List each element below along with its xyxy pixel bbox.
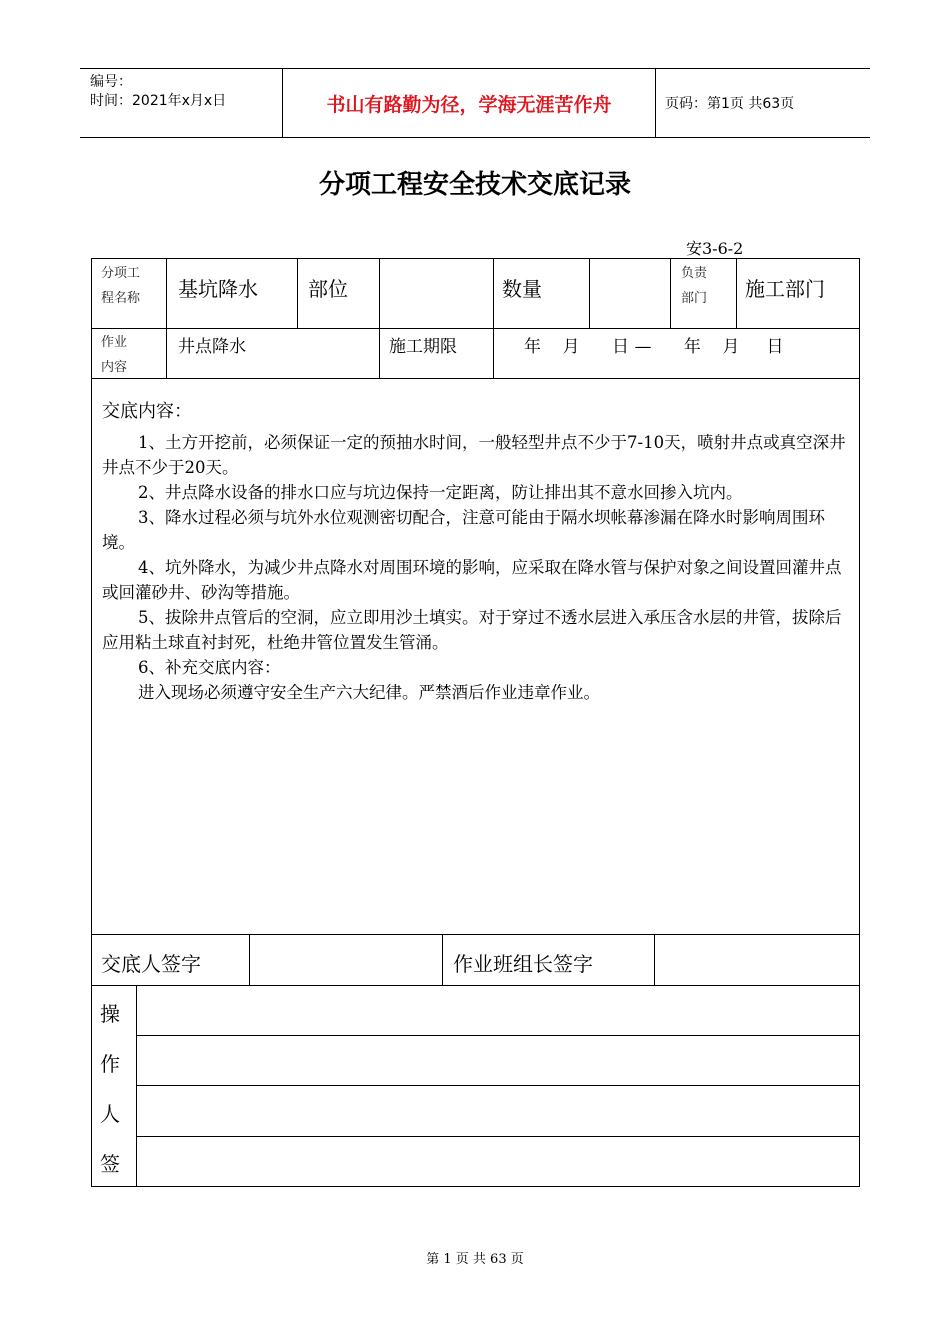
content-paragraph: 5、拔除井点管后的空洞，应立即用沙土填实。对于穿过不透水层进入承压含水层的井管，拔除后应用粘土球直衬封死，杜绝井管位置发生管涌。 [102, 608, 842, 652]
responsible-dept-label [681, 261, 707, 311]
number-label: 编号： [90, 74, 132, 90]
issuer-signature-field[interactable] [250, 935, 441, 984]
period-value: 年 月 日 — 年 月 日 [524, 337, 784, 357]
content-paragraph: 进入现场必须遵守安全生产六大纪律。严禁酒后作业违章作业。 [138, 683, 600, 702]
col-divider [670, 259, 671, 328]
content-paragraph: 3、降水过程必须与坑外水位观测密切配合，注意可能由于隔水坝帐幕渗漏在降水时影响周围环境。 [102, 508, 825, 552]
work-content-label-line1: 作业 [101, 335, 128, 350]
operator-signature-line[interactable] [137, 1036, 858, 1084]
form-code: 安3-6-2 [686, 239, 744, 258]
responsible-dept-value: 施工部门 [745, 277, 825, 301]
location-label: 部位 [308, 277, 348, 301]
page-header [80, 68, 870, 138]
record-table [91, 258, 860, 1187]
issuer-signature-label: 交底人签字 [101, 952, 201, 976]
page-footer: 第 1 页 共 63 页 [426, 1252, 524, 1267]
col-divider [736, 259, 737, 328]
leader-signature-label: 作业班组长签字 [453, 952, 593, 976]
operator-signature-line[interactable] [137, 1137, 858, 1185]
project-name-label-line1: 分项工 [101, 266, 141, 281]
content-paragraph: 1、土方开挖前，必须保证一定的预抽水时间，一般轻型井点不少于7-10天，喷射井点或真空深井井点不少于20天。 [102, 433, 846, 477]
operator-signature-line[interactable] [137, 986, 858, 1034]
responsible-dept-label-line2: 部门 [681, 291, 708, 306]
header-meta [80, 69, 282, 137]
header-motto: 书山有路勤为径，学海无涯苦作舟 [282, 69, 656, 137]
col-divider [493, 259, 494, 378]
operator-signature-label-char: 操 [100, 1002, 120, 1026]
project-name-label [101, 261, 140, 311]
content-paragraph: 4、坑外降水，为减少井点降水对周围环境的影响，应采取在降水管与保护对象之间设置回灌井点或回灌砂井、砂沟等措施。 [102, 558, 842, 602]
project-name-value: 基坑降水 [178, 277, 258, 301]
time-label: 时间：2021年x月x日 [90, 93, 227, 109]
operator-signature-label-char: 人 [100, 1102, 120, 1126]
col-divider [297, 259, 298, 328]
row-divider [92, 328, 859, 329]
col-divider [442, 934, 443, 985]
operator-signature-line[interactable] [137, 1086, 858, 1135]
work-content-label [101, 330, 127, 380]
work-content-value: 井点降水 [178, 337, 246, 357]
col-divider [379, 259, 380, 378]
document-title: 分项工程安全技术交底记录 [318, 170, 631, 200]
operator-signature-label-char: 签 [100, 1152, 120, 1176]
content-paragraph: 2、井点降水设备的排水口应与坑边保持一定距离，防让排出其不意水回掺入坑内。 [138, 483, 743, 502]
period-label: 施工期限 [389, 337, 457, 357]
row-divider [92, 378, 859, 379]
responsible-dept-label-line1: 负责 [681, 266, 708, 281]
leader-signature-field[interactable] [655, 935, 858, 984]
work-content-label-line2: 内容 [101, 360, 128, 375]
content-paragraph: 6、补充交底内容： [138, 658, 281, 677]
col-divider [166, 259, 167, 378]
col-divider [589, 259, 590, 328]
quantity-label: 数量 [502, 277, 542, 301]
header-page-info: 页码：第1页 共63页 [665, 96, 795, 112]
content-heading: 交底内容： [102, 401, 192, 422]
operator-signature-label-char: 作 [100, 1052, 120, 1076]
project-name-label-line2: 程名称 [101, 291, 141, 306]
